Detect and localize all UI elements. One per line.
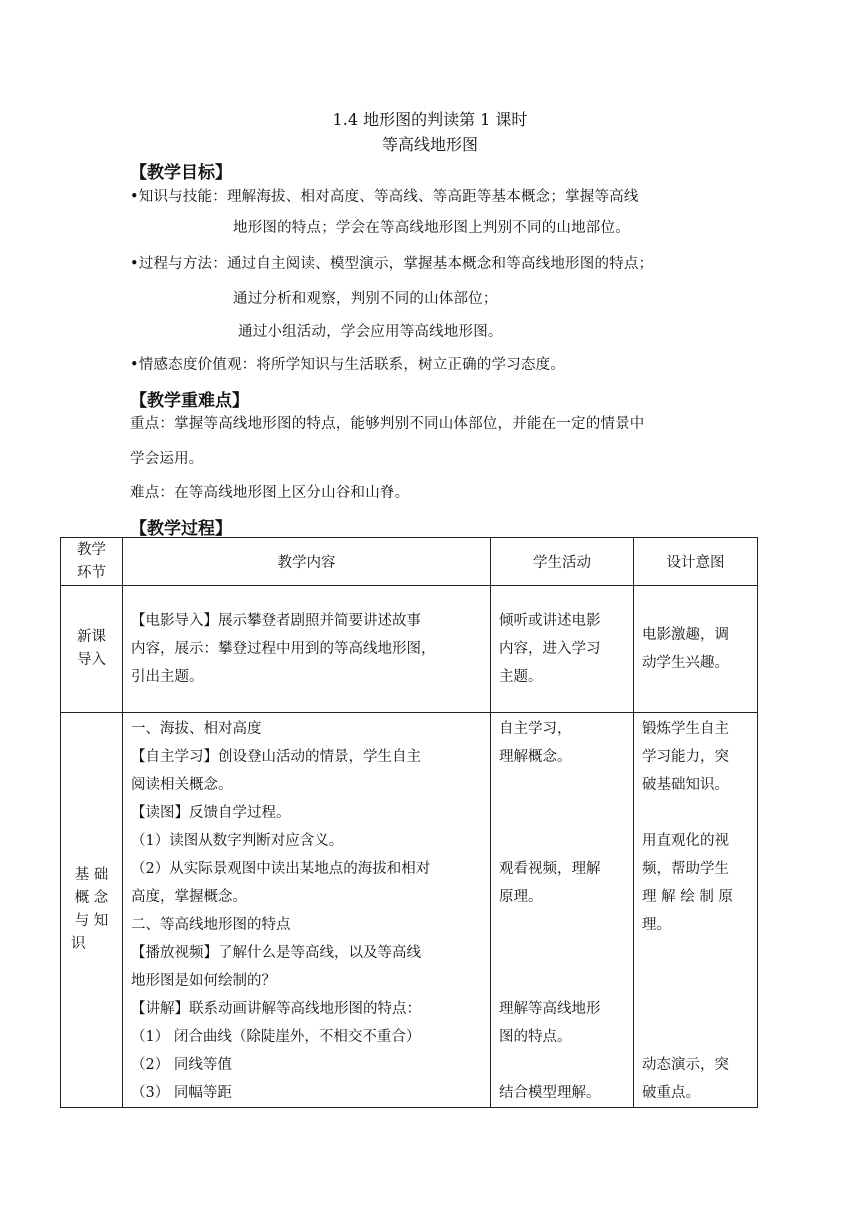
objectives-heading: 【教学目标】 — [130, 163, 232, 183]
row2-content-line: （2）从实际景观图中读出某地点的海拔和相对 — [131, 861, 431, 877]
table-row — [61, 586, 758, 713]
row2-content — [123, 713, 491, 1108]
document-subtitle: 等高线地形图 — [381, 135, 478, 154]
row2-intent-line: 用直观化的视 — [642, 833, 729, 849]
row1-intent-line: 电影激趣，调 — [642, 627, 729, 643]
row2-intent-line: 理 解 绘 制 原 — [642, 889, 733, 905]
row2-content-line: 【讲解】联系动画讲解等高线地形图的特点： — [131, 1001, 421, 1017]
row2-intent — [634, 713, 758, 1108]
row2-stage-line2: 概 念 — [74, 890, 109, 906]
row1-student-line: 主题。 — [499, 669, 543, 685]
header-student: 学生活动 — [491, 538, 634, 586]
objective-knowledge-line1: •知识与技能：理解海拔、相对高度、等高线、等高距等基本概念；掌握等高线 — [130, 189, 639, 205]
row2-student-line: 理解概念。 — [499, 749, 572, 765]
difficulty-line: 难点：在等高线地形图上区分山谷和山脊。 — [130, 485, 410, 501]
row2-student-line: 原理。 — [499, 889, 543, 905]
table-header-row — [61, 538, 758, 586]
row2-content-line: 阅读相关概念。 — [131, 777, 233, 793]
row1-student-line: 内容，进入学习 — [499, 641, 601, 657]
row2-intent-line — [634, 995, 757, 1023]
row2-content-line: 高度，掌握概念。 — [131, 889, 247, 905]
row2-student-line: 图的特点。 — [499, 1029, 572, 1045]
row2-content-line: 二、等高线地形图的特点 — [131, 917, 291, 933]
row2-intent-line: 学习能力，突 — [642, 749, 729, 765]
row2-content-line: 一、海拔、相对高度 — [131, 721, 262, 737]
row1-intent-line: 动学生兴趣。 — [642, 655, 729, 671]
row2-intent-line: 理。 — [642, 917, 671, 933]
keypoint-line1: 重点：掌握等高线地形图的特点，能够判别不同山体部位，并能在一定的情景中 — [130, 416, 645, 432]
row2-content-line: 【自主学习】创设登山活动的情景，学生自主 — [131, 749, 421, 765]
objective-process-line2: 通过分析和观察，判别不同的山体部位； — [233, 291, 498, 307]
row2-intent-line: 锻炼学生自主 — [642, 721, 729, 737]
row2-content-line: 【读图】反馈自学过程。 — [131, 805, 291, 821]
row2-content-line: 地形图是如何绘制的？ — [131, 973, 276, 989]
row2-content-line: （1）读图从数字判断对应含义。 — [131, 833, 344, 849]
row2-student-line: 理解等高线地形 — [499, 1001, 601, 1017]
row2-intent-line — [634, 799, 757, 827]
row2-stage-line1: 基 础 — [74, 867, 109, 883]
header-content: 教学内容 — [123, 538, 491, 586]
row2-student — [491, 713, 634, 1108]
document-title: 1.4 地形图的判读第 1 课时 — [332, 110, 528, 129]
teaching-process-table — [60, 537, 758, 1108]
row1-stage — [61, 586, 123, 713]
row2-student-line: 结合模型理解。 — [499, 1085, 601, 1101]
row1-content-line: 内容，展示：攀登过程中用到的等高线地形图， — [131, 641, 436, 657]
objective-process-line1: •过程与方法：通过自主阅读、模型演示，掌握基本概念和等高线地形图的特点； — [130, 256, 654, 272]
row2-intent-line — [634, 967, 757, 995]
header-intent: 设计意图 — [634, 538, 758, 586]
row2-intent-line: 破重点。 — [642, 1085, 700, 1101]
row2-stage-line3: 与 知 — [74, 913, 109, 929]
row1-intent — [634, 586, 758, 713]
row2-student-line — [491, 827, 633, 855]
keypoint-line2: 学会运用。 — [130, 451, 204, 467]
row2-intent-line: 破基础知识。 — [642, 777, 729, 793]
keypoints-heading: 【教学重难点】 — [130, 391, 249, 411]
process-heading: 【教学过程】 — [130, 519, 232, 539]
row2-content-line: （1） 闭合曲线（除陡崖外，不相交不重合） — [131, 1029, 421, 1045]
row2-student-line: 自主学习， — [499, 721, 572, 737]
row1-content — [123, 586, 491, 713]
row1-stage-line2: 导入 — [77, 652, 106, 668]
objective-knowledge-line2: 地形图的特点；学会在等高线地形图上判别不同的山地部位。 — [233, 220, 630, 236]
table-row — [61, 713, 758, 1108]
row1-student-line: 倾听或讲述电影 — [499, 613, 601, 629]
row2-intent-line — [634, 1023, 757, 1051]
header-stage-line1: 教学 — [77, 541, 106, 558]
row2-content-line: （3） 同幅等距 — [131, 1085, 232, 1101]
row2-content-line: 【播放视频】了解什么是等高线，以及等高线 — [131, 945, 421, 961]
row2-student-line — [491, 911, 633, 939]
row2-stage-line4: 识 — [71, 936, 86, 952]
objective-emotion: •情感态度价值观：将所学知识与生活联系，树立正确的学习态度。 — [130, 357, 566, 373]
row1-content-line: 【电影导入】展示攀登者剧照并简要讲述故事 — [131, 613, 421, 629]
row2-intent-line — [634, 939, 757, 967]
row2-intent-line: 动态演示，突 — [642, 1057, 729, 1073]
row1-content-line: 引出主题。 — [131, 669, 204, 685]
row2-student-line — [491, 799, 633, 827]
row2-student-line — [491, 1051, 633, 1079]
row1-student — [491, 586, 634, 713]
row2-student-line — [491, 939, 633, 967]
row2-stage — [61, 713, 123, 1108]
row2-student-line — [491, 967, 633, 995]
header-stage-line2: 环节 — [77, 564, 106, 581]
row1-stage-line1: 新课 — [77, 629, 106, 645]
row2-student-line — [491, 771, 633, 799]
row2-content-line: （2） 同线等值 — [131, 1057, 232, 1073]
header-stage — [61, 538, 123, 586]
objective-process-line3: 通过小组活动，学会应用等高线地形图。 — [238, 324, 503, 340]
row2-student-line: 观看视频，理解 — [499, 861, 601, 877]
row2-intent-line: 频，帮助学生 — [642, 861, 729, 877]
